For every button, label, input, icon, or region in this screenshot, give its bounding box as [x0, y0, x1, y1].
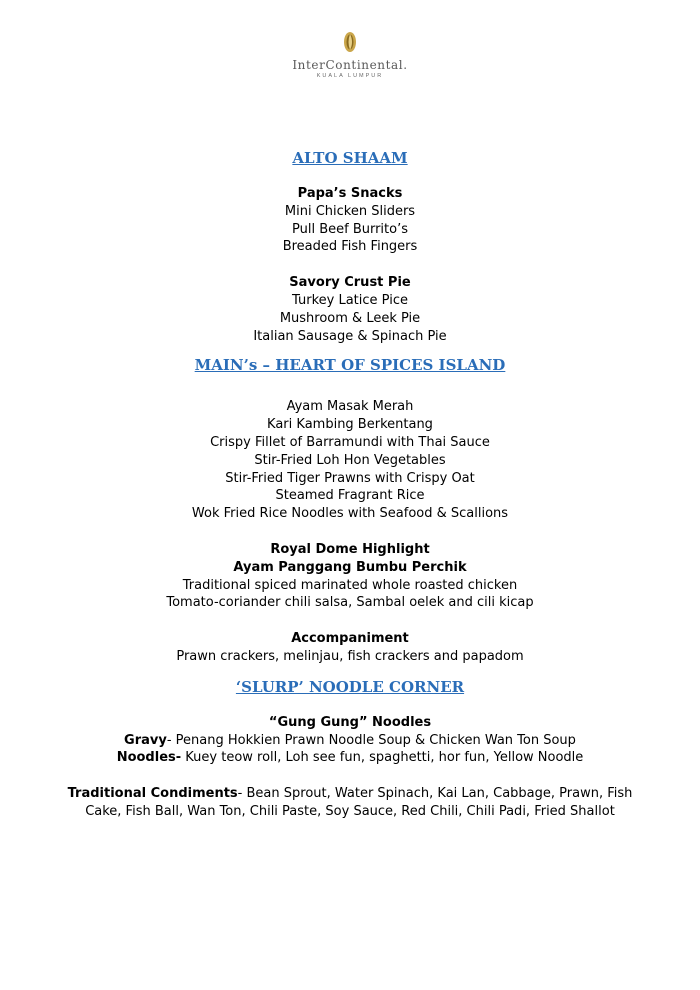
condiments-line-2: Cake, Fish Ball, Wan Ton, Chili Paste, Soy Sauce, Red Chili, Chili Padi, Fried Shallot [85, 803, 615, 819]
menu-item: Steamed Fragrant Rice [275, 488, 425, 504]
menu-item: Mini Chicken Sliders [284, 203, 416, 219]
accompaniment-text: Prawn crackers, melinjau, fish crackers and papadom [176, 648, 524, 664]
condiments-text: - Bean Sprout, Water Spinach, Kai Lan, Cabbage, Prawn, Fish [237, 786, 633, 802]
menu-item: Mushroom & Leek Pie [279, 310, 421, 326]
subheading-royal-dome-highlight: Royal Dome Highlight [270, 541, 430, 557]
menu-item: Ayam Masak Merah [286, 399, 414, 415]
hotel-logo [0, 30, 700, 79]
gravy-line [0, 732, 700, 750]
menu-item: Kari Kambing Berkentang [267, 417, 433, 433]
condiments-label: Traditional Condiments [67, 786, 238, 802]
noodles-label: Noodles- [116, 750, 182, 766]
brand-name: InterContinental. [292, 58, 408, 72]
noodles-text: Kuey teow roll, Loh see fun, spaghetti, hor fun, Yellow Noodle [181, 750, 584, 766]
heading-alto-shaam: ALTO SHAAM [292, 149, 408, 167]
gravy-label: Gravy [124, 732, 167, 748]
highlight-description: Tomato-coriander chili salsa, Sambal oelek and cili kicap [166, 595, 534, 611]
menu-content [0, 148, 700, 821]
menu-item: Crispy Fillet of Barramundi with Thai Sauce [210, 434, 490, 450]
subheading-gung-gung-noodles: “Gung Gung” Noodles [268, 714, 432, 730]
gravy-text: - Penang Hokkien Prawn Noodle Soup & Chicken Wan Ton Soup [166, 732, 576, 748]
menu-item: Stir-Fried Tiger Prawns with Crispy Oat [225, 470, 475, 486]
menu-item: Turkey Latice Pice [292, 292, 408, 308]
highlight-description: Traditional spiced marinated whole roasted chicken [182, 577, 518, 593]
condiments-line [0, 785, 700, 803]
menu-item: Breaded Fish Fingers [282, 239, 418, 255]
subheading-savory-crust-pie: Savory Crust Pie [289, 275, 411, 291]
subheading-accompaniment: Accompaniment [291, 631, 409, 647]
brand-location: KUALA LUMPUR [316, 73, 384, 79]
menu-item: Wok Fried Rice Noodles with Seafood & Scallions [191, 506, 509, 522]
highlight-dish: Ayam Panggang Bumbu Perchik [233, 559, 467, 575]
intercontinental-emblem-icon [340, 30, 360, 54]
subheading-papas-snacks: Papa’s Snacks [297, 186, 403, 201]
heading-noodle-corner: ‘SLURP’ NOODLE CORNER [235, 677, 465, 696]
menu-item: Stir-Fried Loh Hon Vegetables [254, 452, 446, 468]
menu-item: Pull Beef Burrito’s [291, 221, 409, 237]
noodles-line [0, 749, 700, 767]
menu-item: Italian Sausage & Spinach Pie [253, 328, 447, 344]
heading-mains: MAIN’s – HEART OF SPICES ISLAND [194, 356, 506, 375]
